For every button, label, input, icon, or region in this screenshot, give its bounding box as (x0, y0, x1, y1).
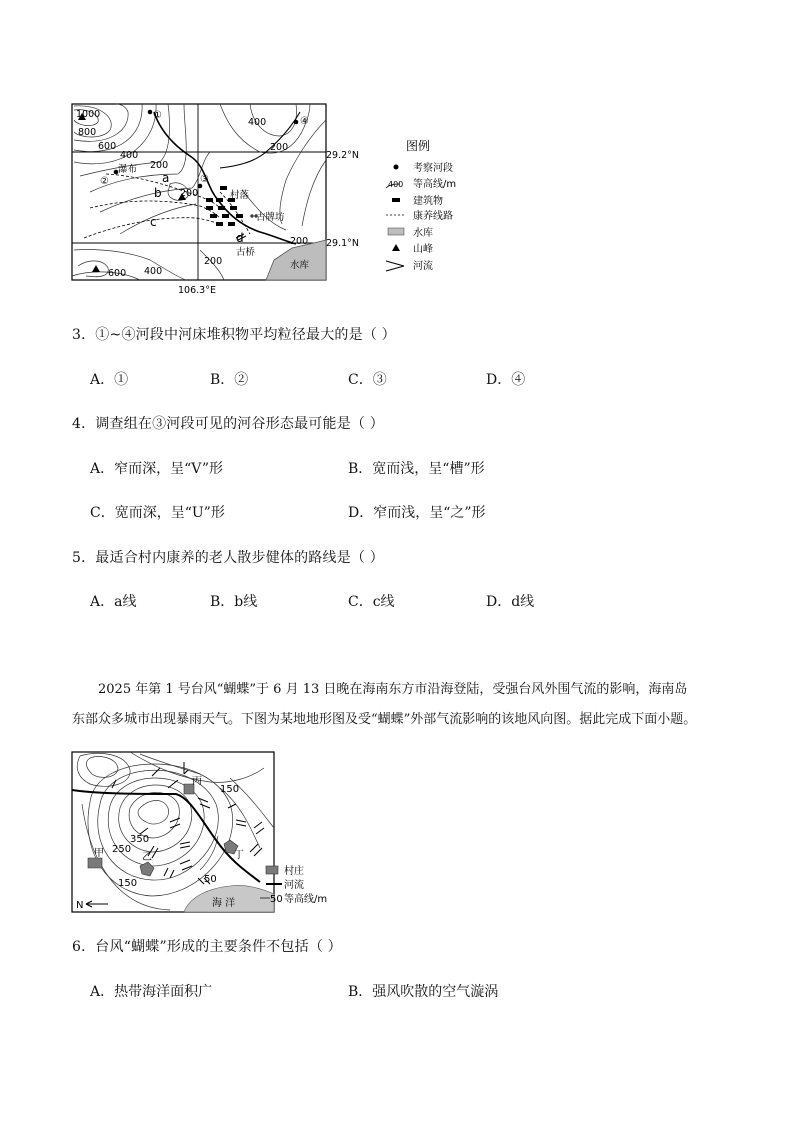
q5-option-d[interactable]: D．d线 (486, 594, 535, 610)
map2-legend (260, 864, 327, 905)
q4-option-d[interactable]: D．窄而浅，呈“之”形 (348, 505, 486, 521)
sea-label: 海 洋 (212, 898, 236, 909)
contour-label: 150 (220, 784, 240, 795)
bridge-label: 古桥 (236, 247, 256, 258)
contour-label: 1000 (76, 109, 101, 120)
legend-contour-sample: 50 (270, 894, 283, 905)
north-label: N (76, 900, 84, 911)
archway-label: 古牌坊 (256, 212, 285, 223)
passage-line-2: 东部众多城市出现暴雨天气。下图为某地地形图及受“蝴蝶”外部气流影响的该地风向图。据此完成下面小题。 (72, 712, 697, 727)
contour-label: 150 (118, 878, 138, 889)
legend-title: 图例 (406, 139, 431, 153)
q4-option-a[interactable]: A．窄而深，呈“V”形 (90, 461, 224, 477)
q3-option-d[interactable]: D．④ (486, 372, 526, 388)
legend-item: 等高线/m (413, 179, 457, 190)
legend-item: 等高线/m (284, 894, 328, 905)
village-label-jia: 甲 (94, 848, 104, 859)
legend-item: 村庄 (284, 866, 304, 877)
route-label-a: a (162, 171, 170, 185)
passage-line-1: 2025 年第 1 号台风“蝴蝶”于 6 月 13 日晚在海南东方市沿海登陆，受强台风外围气流的影响，海南岛 (98, 682, 688, 697)
village-label-ding: 丁 (234, 850, 244, 861)
q3-option-a[interactable]: A．① (90, 372, 129, 388)
site-label: ④ (300, 116, 309, 127)
question-4-stem: 4．调查组在③河段可见的河谷形态最可能是（ ） (72, 416, 384, 432)
waterfall-label: 瀑布 (118, 164, 138, 175)
contour-label: 400 (144, 266, 163, 277)
wind-topographic-map-2 (60, 748, 350, 918)
q6-option-b[interactable]: B．强风吹散的空气漩涡 (348, 984, 499, 1000)
contour-label: 800 (78, 127, 97, 138)
q3-option-b[interactable]: B．② (210, 372, 249, 388)
legend-item: 山峰 (413, 244, 433, 255)
route-label-d: d (236, 231, 244, 245)
reservoir-label: 水库 (290, 260, 310, 271)
map1-legend (386, 138, 456, 272)
q3-option-c[interactable]: C．③ (348, 372, 387, 388)
legend-item: 河流 (413, 261, 433, 272)
lat-label-top: 29.2°N (326, 150, 360, 161)
route-label-c: c (150, 215, 157, 229)
q4-option-b[interactable]: B．宽而浅，呈“槽”形 (348, 461, 485, 477)
question-3-stem: 3．①~④河段中河床堆积物平均粒径最大的是（ ） (72, 327, 396, 343)
contour-label: 200 (290, 236, 309, 247)
contour-label: 350 (130, 834, 150, 845)
question-5-stem: 5．最适合村内康养的老人散步健体的路线是（ ） (72, 550, 384, 566)
legend-item: 河流 (284, 880, 304, 891)
q5-option-c[interactable]: C．c线 (348, 594, 395, 610)
village-label: 村落 (230, 190, 250, 201)
legend-item: 水库 (413, 228, 433, 239)
topographic-map-1 (60, 100, 480, 300)
q4-option-c[interactable]: C．宽而深，呈“U”形 (90, 505, 225, 521)
contour-label: 200 (270, 142, 289, 153)
contour-label: 600 (108, 268, 127, 279)
contour-label: 600 (98, 141, 117, 152)
legend-item: 考察河段 (413, 163, 453, 174)
question-6-stem: 6．台风“蝴蝶”形成的主要条件不包括（ ） (72, 939, 342, 955)
village-label-yi: 乙 (142, 852, 152, 863)
contour-label: 400 (120, 150, 139, 161)
legend-item: 康养线路 (413, 211, 453, 222)
q5-option-a[interactable]: A．a线 (90, 594, 137, 610)
q5-option-b[interactable]: B．b线 (210, 594, 258, 610)
lat-label-bottom: 29.1°N (326, 238, 360, 249)
village-label-bing: 丙 (192, 776, 202, 787)
site-label: ① (153, 110, 162, 121)
contour-label: 50 (204, 874, 217, 885)
route-label-b: b (154, 186, 162, 200)
site-label: ② (100, 176, 109, 187)
contour-label: 250 (112, 844, 132, 855)
q6-option-a[interactable]: A．热带海洋面积广 (90, 984, 213, 1000)
lon-label: 106.3°E (178, 285, 216, 296)
legend-contour-sample: 400 (388, 180, 404, 189)
contour-label: 200 (150, 160, 169, 171)
legend-item: 建筑物 (413, 196, 443, 207)
contour-label: 400 (248, 117, 267, 128)
contour-label: 200 (204, 256, 223, 267)
contour-label: 200 (180, 188, 199, 199)
site-label: ③ (200, 174, 209, 185)
